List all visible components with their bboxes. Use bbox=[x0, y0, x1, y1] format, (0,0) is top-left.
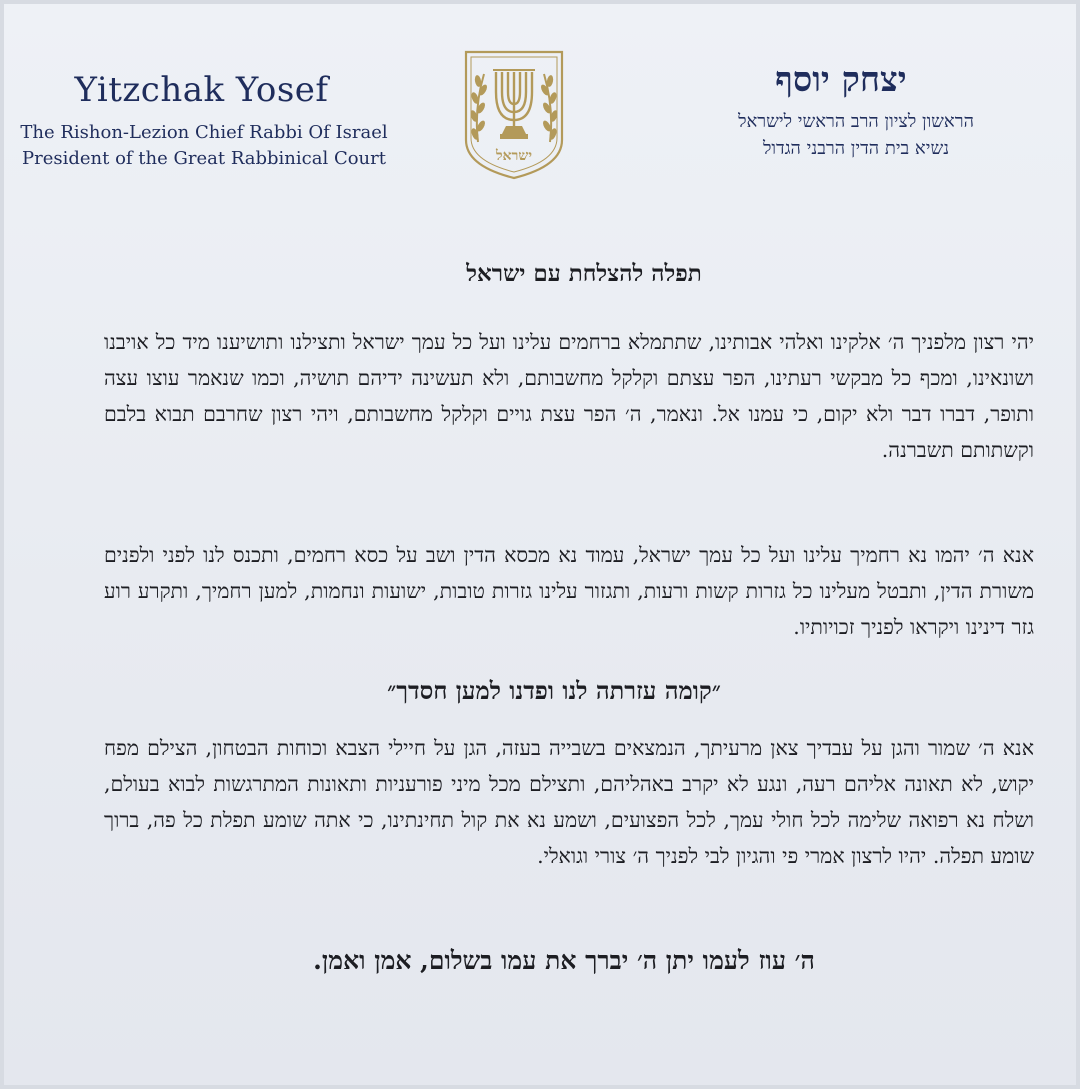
english-title-line-2: President of the Great Rabbinical Court bbox=[21, 148, 386, 169]
state-of-israel-emblem-icon bbox=[462, 48, 566, 182]
emblem-label: ישראל bbox=[496, 148, 532, 164]
prayer-paragraph-2: אנא ה׳ יהמו נא רחמיך עלינו ועל כל עמך ישראל, עמוד נא מכסא הדין ושב על כסא רחמים, ותכנס לנו לפני ולפנים משורת הדין, ותבטל מעלינו כל גזרות קשות ורעות, ותגזור עלינו גזרות טובות, ישועות ונחמות, למען רחמיך, ותקרע רוע גזר דינינו ויקראו לפניך זכויותיו. bbox=[104, 543, 1034, 639]
hebrew-title-line-2: נשיא בית הדין הרבני הגדול bbox=[762, 138, 950, 159]
prayer-paragraph-1: יהי רצון מלפניך ה׳ אלקינו ואלהי אבותינו, שתתמלא ברחמים עלינו ועל כל עמך ישראל ותצילנו ותושיענו מיד כל אויבנו ושונאינו, ומכף כל מבקשי רעתינו, הפר עצתם וקלקל מחשבותם, ולא תעשינה ידיהם תושיה, וכמו שנאמר עוצו עצה ותופר, דברו דבר ולא יקום, כי עמנו אל. ונאמר, ה׳ הפר עצת גויים וקלקל מחשבותם, ויהי רצון שחרבם תבוא בלבם וקשתותם תשברנה. bbox=[104, 330, 1034, 462]
prayer-quote: ״קומה עזרתה לנו ופדנו למען חסדך״ bbox=[387, 676, 721, 705]
hebrew-title-line-1: הראשון לציון הרב הראשי לישראל bbox=[738, 111, 974, 132]
prayer-paragraph-3: אנא ה׳ שמור והגן על עבדיך צאן מרעיתך, הנמצאים בשבייה בעזה, הגן על חיילי הצבא וכוחות הבטחון, הצילם מפח יקוש, לא תאונה אליהם רעה, ונגע לא יקרב באהליהם, ותצילם מכל מיני פורעניות ותאונות המתרגשות לבוא בעולם, ושלח נא רפואה שלימה לכל חולי עמך, לכל הפצועים, ושמע נא את קול תחינתינו, כי אתה שומע תפלת כל פה, ברוך שומע תפלה. יהיו לרצון אמרי פי והגיון לבי לפניך ה׳ צורי וגואלי. bbox=[104, 736, 1034, 868]
english-name: Yitzchak Yosef bbox=[74, 70, 329, 110]
letterhead-hebrew bbox=[676, 60, 1036, 162]
english-title-line-1: The Rishon-Lezion Chief Rabbi Of Israel bbox=[20, 122, 388, 143]
prayer-title: תפלה להצלחת עם ישראל bbox=[466, 260, 702, 287]
letterhead-english bbox=[4, 70, 404, 172]
hebrew-name: יצחק יוסף bbox=[775, 60, 907, 100]
prayer-closing: ה׳ עוז לעמו יתן ה׳ יברך את עמו בשלום, אמן ואמן. bbox=[313, 946, 815, 975]
